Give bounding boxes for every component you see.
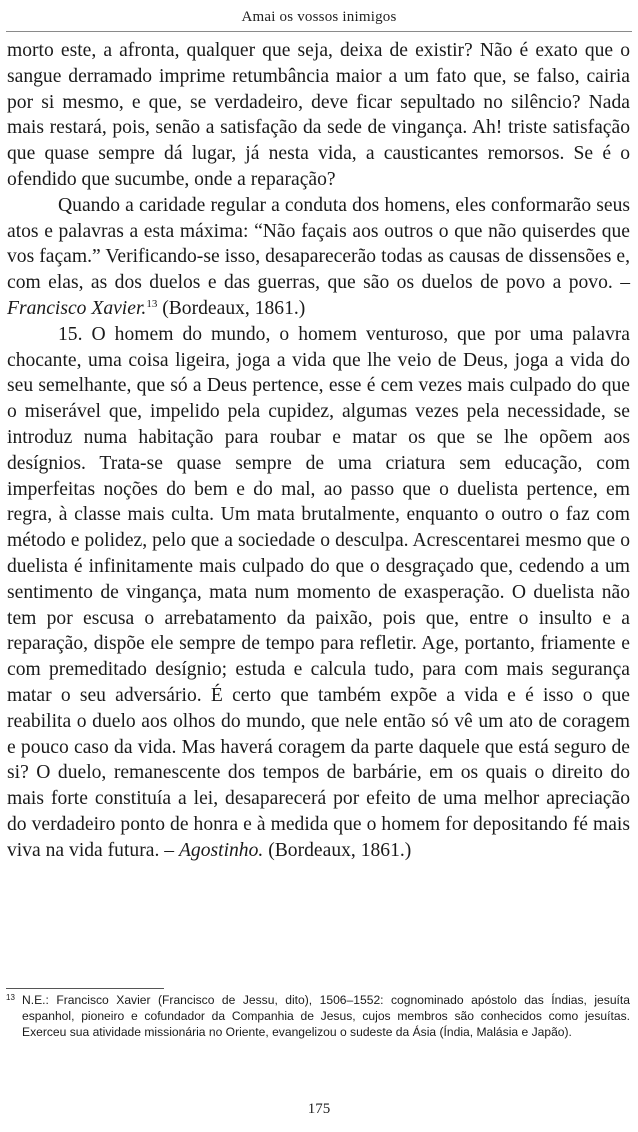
paragraph-continuation: morto este, a afronta, qualquer que seja, deixa de existir? Não é exato que o sangue derramado imprime retumbância maior a um fato que, se falso, cairia por si mesmo, e que, se verdadeiro, deve ficar sepultado no silêncio? Nada mais restará, pois, senão a satisfação da sede de vingança. Ah! triste satisfação que quase sempre dá lugar, já nesta vida, a causticantes remorsos. Se é o ofendido que sucumbe, onde a reparação? bbox=[7, 40, 630, 190]
page-number: 175 bbox=[307, 1101, 331, 1117]
author-francisco-xavier: Francisco Xavier. bbox=[7, 297, 147, 319]
author-agostinho: Agostinho. bbox=[178, 839, 264, 861]
footnote-13: 13 N.E.: Francisco Xavier (Francisco de Jessu, dito), 1506–1552: cognominado apóstolo das Índias, jesuíta espanhol, pioneiro e cofundador da Companhia de Jesus, cujos membros são conhecidos como jesuítas. Exerceu sua atividade missionária no Oriente, evangelizou o sudeste da Ásia (Índia, Malásia e Japão). bbox=[6, 993, 630, 1039]
paragraph-15-duel bbox=[7, 322, 630, 864]
paragraph-15-text: 15. O homem do mundo, o homem venturoso, que por uma palavra chocante, uma coisa ligeira, joga a vida que lhe veio de Deus, joga a vida do seu semelhante, que só a Deus pertence, esse é cem vezes mais culpado do que o miserável que, impelido pela cupidez, algumas vezes pela necessidade, se introduz numa habitação para roubar e matar os que se lhe opõem aos desígnios. Trata-se quase sempre de uma criatura sem educação, com imperfeitas noções do bem e do mal, ao passo que o duelista pertence, em regra, à classe mais culta. Um mata brutalmente, enquanto o outro o faz com método e polidez, pelo que a sociedade o desculpa. Acrescentarei mesmo que o duelista é infinitamente mais culpado do que o desgraçado que, cedendo a um sentimento de vingança, mata num momento de exasperação. O duelista não tem por escusa o arrebatamento da paixão, pois que, entre o insulto e a reparação, dispõe ele sempre de tempo para refletir. Age, portanto, friamente e com premeditado desígnio; estuda e calcula tudo, para com mais segurança matar o seu adversário. É certo que também expõe a vida e é isso o que reabilita o duelo aos olhos do mundo, que nele então só vê um ato de coragem e pouco caso da vida. Mas haverá coragem da parte daquele que está seguro de si? O duelo, remanescente dos tempos de barbárie, em os quais o direito do mais forte constituía a lei, desaparecerá por efeito de uma melhor apreciação do verdadeiro ponto de honra e à medida que o homem for depositando fé mais viva na vida futura. – bbox=[7, 323, 630, 861]
body-text bbox=[7, 38, 630, 864]
footnote-reference: 13 bbox=[146, 297, 158, 310]
running-header: Amai os vossos inimigos bbox=[241, 9, 397, 25]
footnote-text: N.E.: Francisco Xavier (Francisco de Jessu, dito), 1506–1552: cognominado apóstolo das Índias, jesuíta espanhol, pioneiro e cofundador da Companhia de Jesus, cujos membros são conhecidos como jesuítas. Exerceu sua atividade missionária no Oriente, evangelizou o sudeste da Ásia (Índia, Malásia e Japão). bbox=[22, 993, 630, 1039]
source-bordeaux-1: (Bordeaux, 1861.) bbox=[157, 297, 306, 319]
header-rule bbox=[6, 31, 632, 32]
footnote bbox=[6, 992, 630, 1040]
footnote-rule bbox=[6, 988, 164, 989]
paragraph-charity bbox=[7, 193, 630, 322]
source-bordeaux-2: (Bordeaux, 1861.) bbox=[263, 839, 412, 861]
paragraph-charity-text: Quando a caridade regular a conduta dos homens, eles conformarão seus atos e palavras a esta máxima: “Não façais aos outros o que não quiserdes que vos façam.” Verificando-se isso, desaparecerão todas as causas de dissensões e, com elas, as dos duelos e das guerras, que são os duelos de povo a povo. – bbox=[7, 194, 630, 294]
